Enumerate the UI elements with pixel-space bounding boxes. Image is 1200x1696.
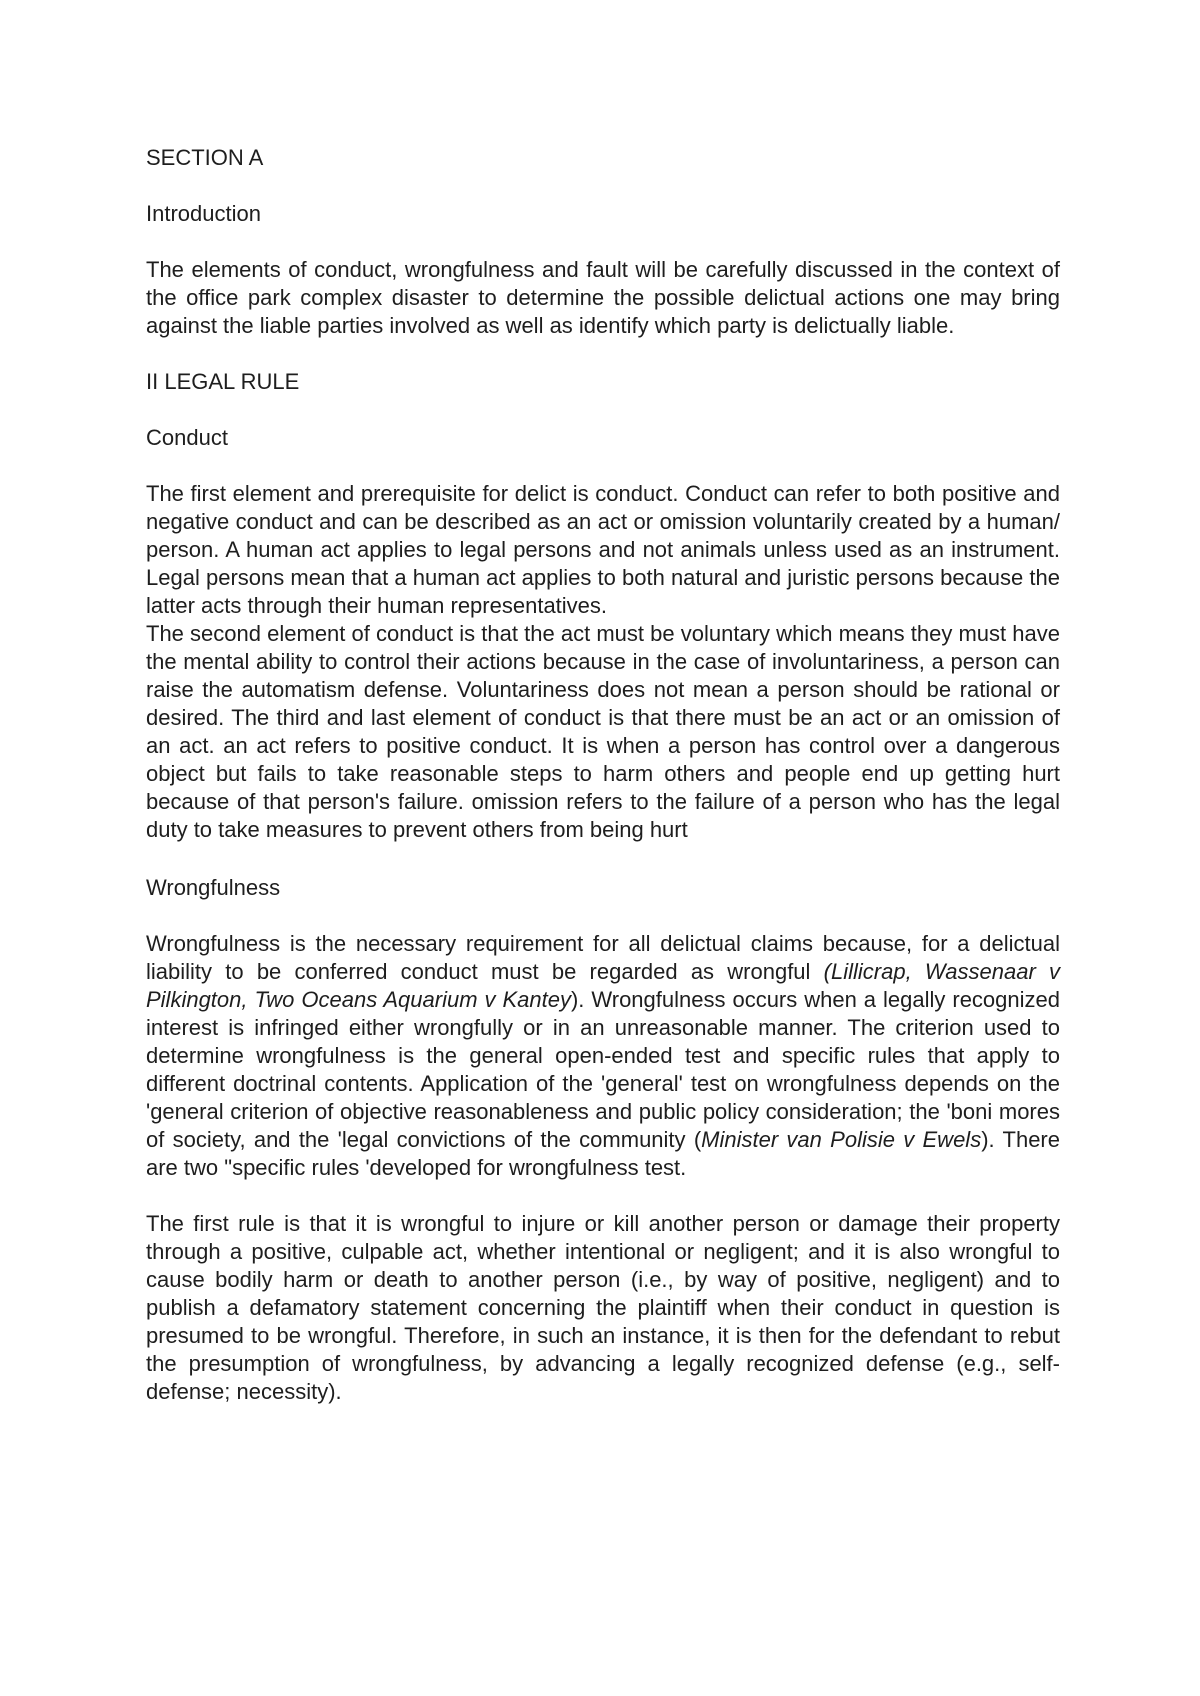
wrongfulness-paragraph-2: The first rule is that it is wrongful to injure or kill another person or damage their property through a positive, culpable act, whether intentional or negligent; and it is also wrongful to cause bodily harm or death to another person (i.e., by way of positive, negligent) and to publish a defamatory statement concerning the plaintiff when their conduct in question is presumed to be wrongful. Therefore, in such an instance, it is then for the defendant to rebut the presumption of wrongfulness, by advancing a legally recognized defense (e.g., self-defense; necessity). [146,1211,1060,1404]
conduct-paragraph-2: The second element of conduct is that the act must be voluntary which means they must have the mental ability to control their actions because in the case of involuntariness, a person can raise the automatism defense. Voluntariness does not mean a person should be rational or desired. The third and last element of conduct is that there must be an act or an omission of an act. an act refers to positive conduct. It is when a person has control over a dangerous object but fails to take reasonable steps to harm others and people end up getting hurt because of that person's failure. omission refers to the failure of a person who has the legal duty to take measures to prevent others from being hurt [146,621,1060,842]
document-body [146,144,1060,1406]
wrongfulness-paragraph-1 [146,930,1060,1182]
wrongfulness-heading: Wrongfulness [146,875,281,900]
wrongfulness-text-3: ). There are two "specific rules 'developed for wrongfulness test. [146,1127,1060,1180]
legal-rule-heading: II LEGAL RULE [146,369,300,394]
introduction-paragraph: The elements of conduct, wrongfulness and fault will be carefully discussed in the context of the office park complex disaster to determine the possible delictual actions one may bring against the liable parties involved as well as identify which party is delictually liable. [146,257,1060,338]
case-citation-ewels: Minister van Polisie v Ewels [701,1127,982,1152]
wrongfulness-text-2: ). Wrongfulness occurs when a legally recognized interest is infringed either wrongfully or in an unreasonable manner. The criterion used to determine wrongfulness is the general open-ended test and specific rules that apply to different doctrinal contents. Application of the 'general' test on wrongfulness depends on the 'general criterion of objective reasonableness and public policy consideration; the 'boni mores of society, and the 'legal convictions of the community ( [146,987,1060,1152]
section-title: SECTION A [146,145,264,170]
conduct-heading: Conduct [146,425,228,450]
introduction-heading: Introduction [146,201,261,226]
conduct-paragraph-1: The first element and prerequisite for delict is conduct. Conduct can refer to both positive and negative conduct and can be described as an act or omission voluntarily created by a human/ person. A human act applies to legal persons and not animals unless used as an instrument. Legal persons mean that a human act applies to both natural and juristic persons because the latter acts through their human representatives. [146,481,1060,618]
case-citation-lillicrap: (Lillicrap, Wassenaar v Pilkington, Two Oceans Aquarium v Kantey [146,959,1060,1012]
wrongfulness-text-1: Wrongfulness is the necessary requirement for all delictual claims because, for a delictual liability to be conferred conduct must be regarded as wrongful [146,931,1060,984]
